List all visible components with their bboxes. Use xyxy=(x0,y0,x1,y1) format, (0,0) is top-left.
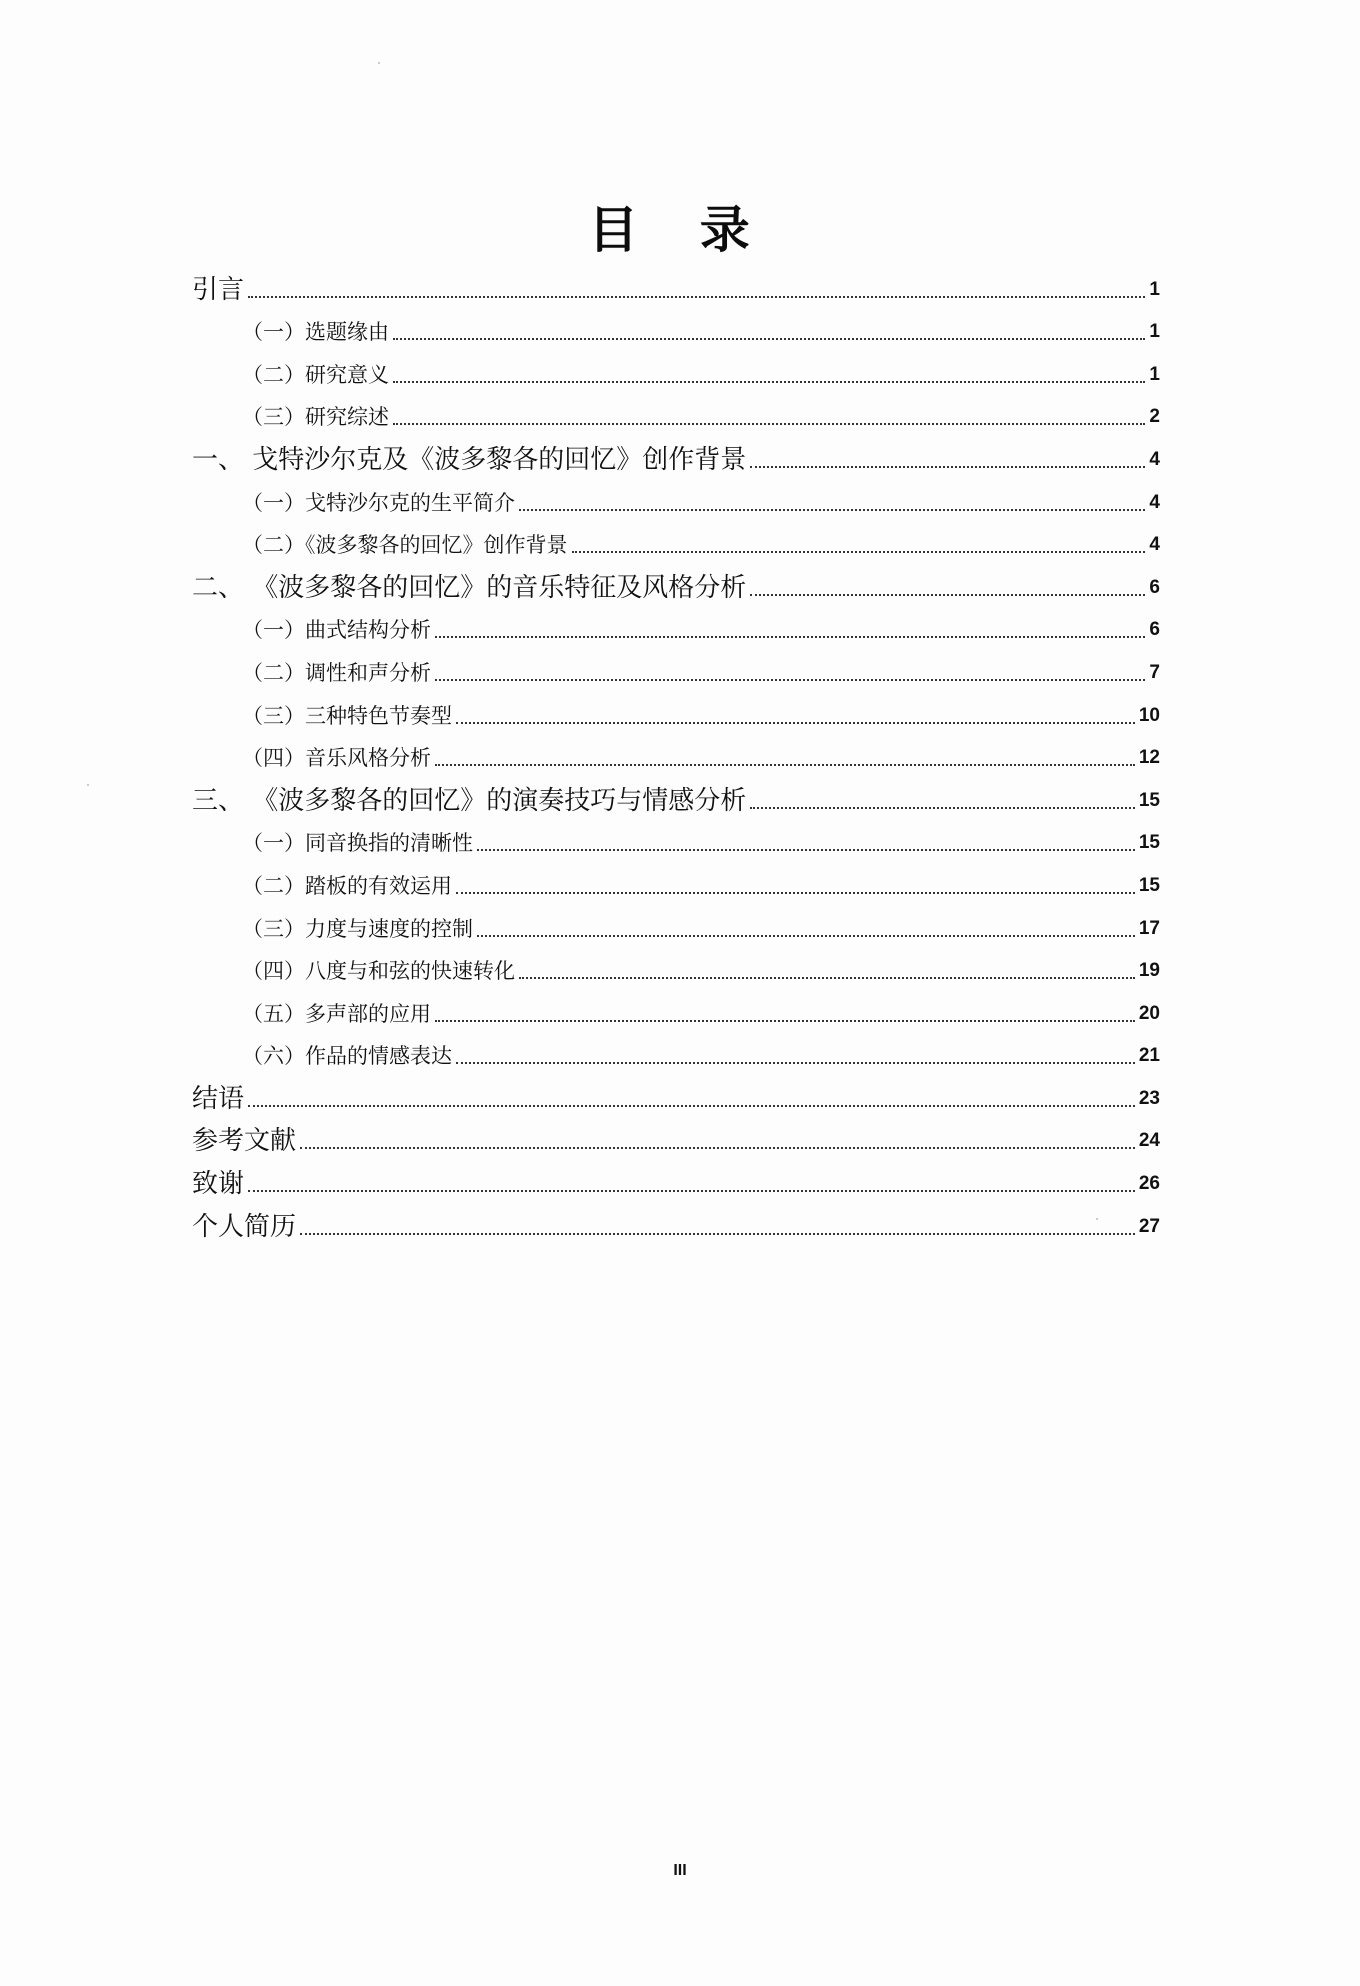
toc-entry-label: （一）选题缘由 xyxy=(242,320,389,345)
toc-entry xyxy=(192,262,1160,305)
dot-leader xyxy=(456,1062,1135,1064)
toc-entry-label: 致谢 xyxy=(192,1169,245,1200)
toc-entry-label: 一、 戈特沙尔克及《波多黎各的回忆》创作背景 xyxy=(192,444,747,475)
toc-entry-page-number: 24 xyxy=(1138,1130,1160,1152)
toc-entry xyxy=(192,688,1160,731)
toc-entry xyxy=(192,603,1160,646)
dot-leader xyxy=(435,1020,1135,1022)
toc-entry-label: （一）曲式结构分析 xyxy=(242,618,431,643)
toc-entry-page-number: 4 xyxy=(1149,491,1160,513)
toc-entry-label: （五）多声部的应用 xyxy=(242,1001,431,1026)
toc-entry xyxy=(192,773,1160,816)
toc-entry-label: 结语 xyxy=(192,1083,245,1114)
dot-leader xyxy=(572,551,1146,553)
toc-entry-label: （二）踏板的有效运用 xyxy=(242,873,452,898)
toc-entry xyxy=(192,518,1160,561)
dot-leader xyxy=(435,764,1135,766)
table-of-contents xyxy=(192,262,1160,1242)
toc-entry-page-number: 1 xyxy=(1149,321,1160,343)
toc-entry-page-number: 21 xyxy=(1138,1045,1160,1067)
toc-entry xyxy=(192,816,1160,859)
scan-speck xyxy=(378,62,380,64)
toc-entry-label: （三）力度与速度的控制 xyxy=(242,916,473,941)
toc-entry xyxy=(192,1199,1160,1242)
toc-entry-page-number: 2 xyxy=(1149,406,1160,428)
dot-leader xyxy=(750,594,1145,596)
dot-leader xyxy=(456,892,1135,894)
toc-entry xyxy=(192,858,1160,901)
toc-entry xyxy=(192,1029,1160,1072)
toc-entry-label: （四）音乐风格分析 xyxy=(242,746,431,771)
toc-entry xyxy=(192,645,1160,688)
dot-leader xyxy=(477,849,1135,851)
toc-entry xyxy=(192,1071,1160,1114)
dot-leader xyxy=(248,1190,1135,1192)
dot-leader xyxy=(248,296,1145,298)
toc-entry-page-number: 15 xyxy=(1138,789,1160,811)
dot-leader xyxy=(393,381,1145,383)
toc-entry xyxy=(192,1114,1160,1157)
toc-entry-page-number: 12 xyxy=(1138,747,1160,769)
toc-entry-label: （三）三种特色节奏型 xyxy=(242,703,452,728)
toc-entry-page-number: 4 xyxy=(1149,448,1160,470)
toc-entry-label: （六）作品的情感表达 xyxy=(242,1044,452,1069)
toc-entry-page-number: 10 xyxy=(1138,704,1160,726)
dot-leader xyxy=(435,636,1145,638)
scan-speck xyxy=(87,784,89,786)
toc-entry-label: （一）戈特沙尔克的生平简介 xyxy=(242,490,515,515)
toc-entry-page-number: 17 xyxy=(1138,917,1160,939)
toc-entry-label: 引言 xyxy=(192,274,245,305)
toc-entry xyxy=(192,305,1160,348)
toc-entry-label: （一）同音换指的清晰性 xyxy=(242,831,473,856)
toc-entry-label: （二）《波多黎各的回忆》创作背景 xyxy=(242,533,568,558)
toc-entry-label: 二、 《波多黎各的回忆》的音乐特征及风格分析 xyxy=(192,572,747,603)
dot-leader xyxy=(300,1233,1135,1235)
toc-entry-label: 三、 《波多黎各的回忆》的演奏技巧与情感分析 xyxy=(192,785,747,816)
toc-entry-label: 个人简历 xyxy=(192,1211,297,1242)
toc-entry xyxy=(192,390,1160,433)
toc-entry-page-number: 15 xyxy=(1138,832,1160,854)
toc-entry-page-number: 6 xyxy=(1149,576,1160,598)
dot-leader xyxy=(393,423,1145,425)
toc-entry-label: （二）研究意义 xyxy=(242,362,389,387)
toc-entry-page-number: 6 xyxy=(1149,619,1160,641)
toc-entry xyxy=(192,475,1160,518)
toc-entry-label: （四）八度与和弦的快速转化 xyxy=(242,959,515,984)
toc-entry-label: （二）调性和声分析 xyxy=(242,660,431,685)
page-title: 目 录 xyxy=(588,201,772,259)
toc-entry xyxy=(192,1156,1160,1199)
toc-entry-label: 参考文献 xyxy=(192,1126,297,1157)
dot-leader xyxy=(435,679,1145,681)
toc-entry xyxy=(192,347,1160,390)
dot-leader xyxy=(519,509,1145,511)
toc-entry-label: （三）研究综述 xyxy=(242,405,389,430)
toc-entry-page-number: 15 xyxy=(1138,874,1160,896)
toc-entry-page-number: 23 xyxy=(1138,1087,1160,1109)
dot-leader xyxy=(519,977,1135,979)
toc-entry-page-number: 1 xyxy=(1149,278,1160,300)
toc-entry-page-number: 19 xyxy=(1138,960,1160,982)
dot-leader xyxy=(393,338,1145,340)
page-number: III xyxy=(673,1862,687,1879)
dot-leader xyxy=(477,935,1135,937)
toc-entry xyxy=(192,731,1160,774)
toc-entry xyxy=(192,901,1160,944)
toc-entry xyxy=(192,944,1160,987)
toc-entry xyxy=(192,986,1160,1029)
toc-entry-page-number: 20 xyxy=(1138,1002,1160,1024)
toc-entry xyxy=(192,560,1160,603)
dot-leader xyxy=(750,807,1135,809)
scan-speck xyxy=(1096,1218,1098,1220)
toc-entry-page-number: 7 xyxy=(1149,661,1160,683)
toc-entry-page-number: 26 xyxy=(1138,1173,1160,1195)
dot-leader xyxy=(248,1105,1135,1107)
dot-leader xyxy=(750,466,1145,468)
dot-leader xyxy=(456,722,1135,724)
dot-leader xyxy=(300,1147,1135,1149)
toc-entry-page-number: 4 xyxy=(1149,534,1160,556)
toc-entry-page-number: 27 xyxy=(1138,1215,1160,1237)
toc-entry-page-number: 1 xyxy=(1149,363,1160,385)
toc-entry xyxy=(192,432,1160,475)
